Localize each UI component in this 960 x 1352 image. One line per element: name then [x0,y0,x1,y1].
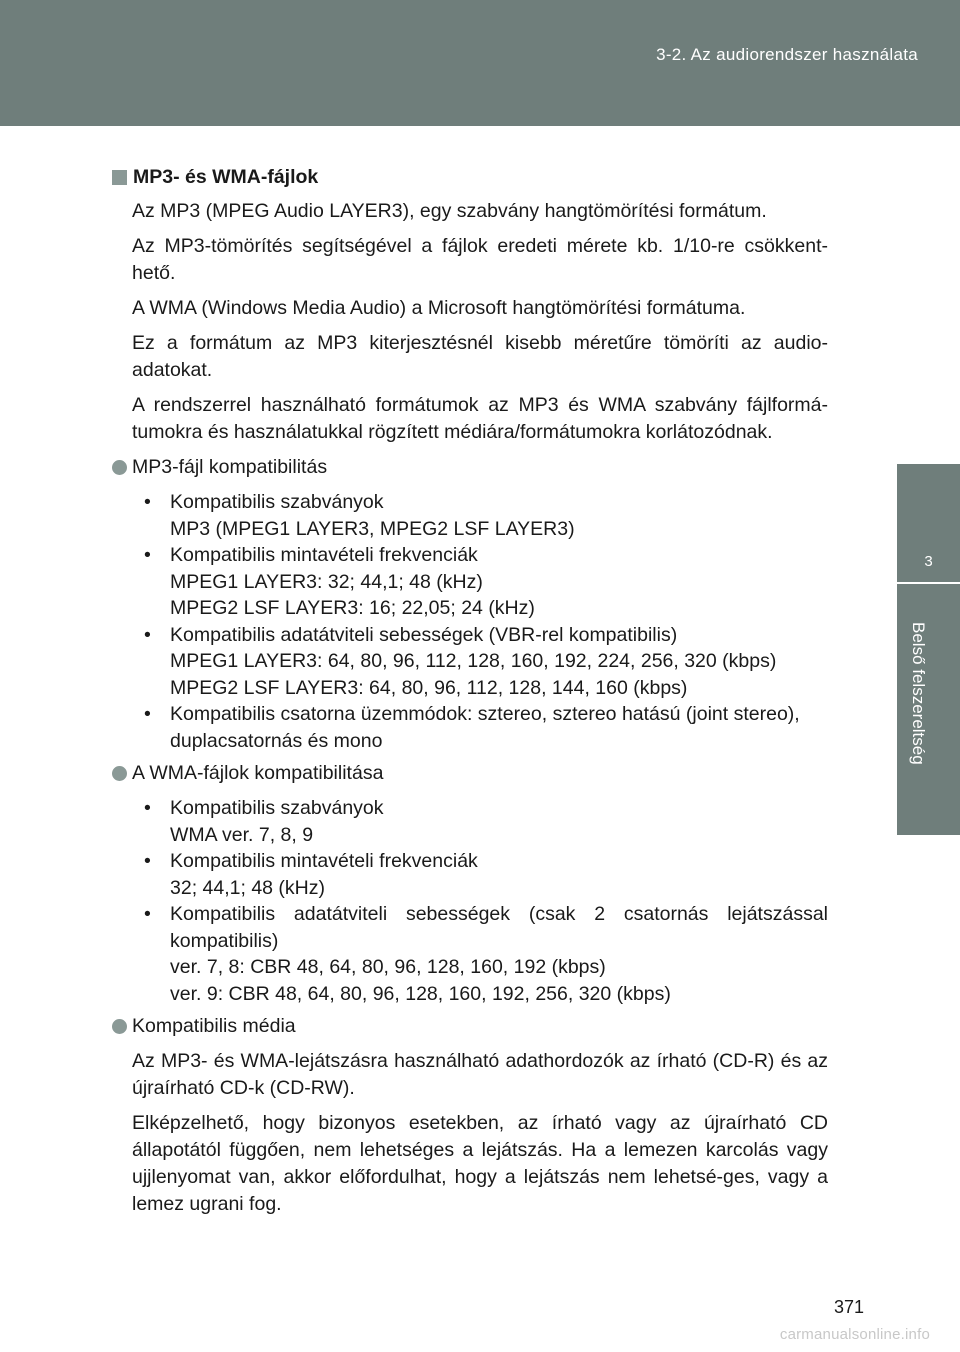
mp3-compat-list [140,489,828,754]
page-header [0,0,960,126]
chapter-number: 3 [924,553,933,570]
page-number: 371 [833,1297,864,1317]
circle-bullet-icon [112,460,127,475]
list-item: • Kompatibilis mintavételi frekvenciák MPEG1 LAYER3: 32; 44,1; 48 (kHz) MPEG2 LSF LAYER3: 16; 22,05; 24 (kHz) [144,544,535,619]
list-item: • Kompatibilis csatorna üzemmódok: sztereo, sztereo hatású (joint stereo), duplacsatornás és mono [144,703,800,752]
paragraph: A WMA (Windows Media Audio) a Microsoft hangtömörítési formátuma. [132,297,746,319]
list-item: • Kompatibilis mintavételi frekvenciák 32; 44,1; 48 (kHz) [144,850,478,899]
watermark: carmanualsonline.info [779,1326,930,1343]
subsection-heading-mp3: MP3-fájl kompatibilitás [112,454,828,481]
circle-bullet-icon [112,1019,127,1034]
chapter-label: Belső felszereltség [909,622,928,765]
paragraph: Az MP3- és WMA-lejátszásra használható adathordozók az írható (CD-R) és az újraírható CD-k (CD-RW). [132,1050,828,1099]
list-item: • Kompatibilis adatátviteli sebességek (csak 2 csatornás lejátszással kompatibilis) ver. 7, 8: CBR 48, 64, 80, 96, 128, 160, 192 (kbps) ver. 9: CBR 48, 64, 80, 96, 128, 160, 192, 256, 320 (kbps) [144,903,828,1005]
subsection-heading-wma: A WMA-fájlok kompatibilitása [112,760,828,787]
side-tab-divider [897,582,960,584]
subsection-heading-media: Kompatibilis média [112,1013,828,1040]
paragraph: Elképzelhető, hogy bizonyos esetekben, az írható vagy az újraírható CD állapotától függően, nem lehetséges a lejátszás. Ha a lemezen karcolás vagy ujjlenyomat van, akkor előfordulhat, hogy a lejátszás nem lehetsé-ges, vagy a lemez ugrani fog. [132,1112,828,1215]
paragraph: Az MP3-tömörítés segítségével a fájlok eredeti mérete kb. 1/10-re csökkent-hető. [132,235,828,284]
square-bullet-icon [112,170,127,185]
paragraph: Ez a formátum az MP3 kiterjesztésnél kisebb méretűre tömöríti az audio-adatokat. [132,332,828,381]
paragraph: A rendszerrel használható formátumok az MP3 és WMA szabvány fájlformá-tumokra és használatukkal rögzített médiára/formátumokra korlátozódnak. [132,394,828,443]
chapter-title: 3-2. Az audiorendszer használata [656,45,918,64]
section-heading: MP3- és WMA-fájlok [112,164,828,191]
chapter-side-tab [897,464,960,835]
page-content [112,164,828,1226]
list-item: • Kompatibilis adatátviteli sebességek (VBR-rel kompatibilis) MPEG1 LAYER3: 64, 80, 96, 112, 128, 160, 192, 224, 256, 320 (kbps) MPEG2 LSF LAYER3: 64, 80, 96, 112, 128, 144, 160 (kbps) [144,623,777,699]
paragraph: Az MP3 (MPEG Audio LAYER3), egy szabvány hangtömörítési formátum. [132,200,767,222]
list-item: • Kompatibilis szabványok WMA ver. 7, 8, 9 [144,797,384,846]
list-item: • Kompatibilis szabványok MP3 (MPEG1 LAYER3, MPEG2 LSF LAYER3) [144,491,575,540]
circle-bullet-icon [112,766,127,781]
wma-compat-list [140,795,828,1007]
